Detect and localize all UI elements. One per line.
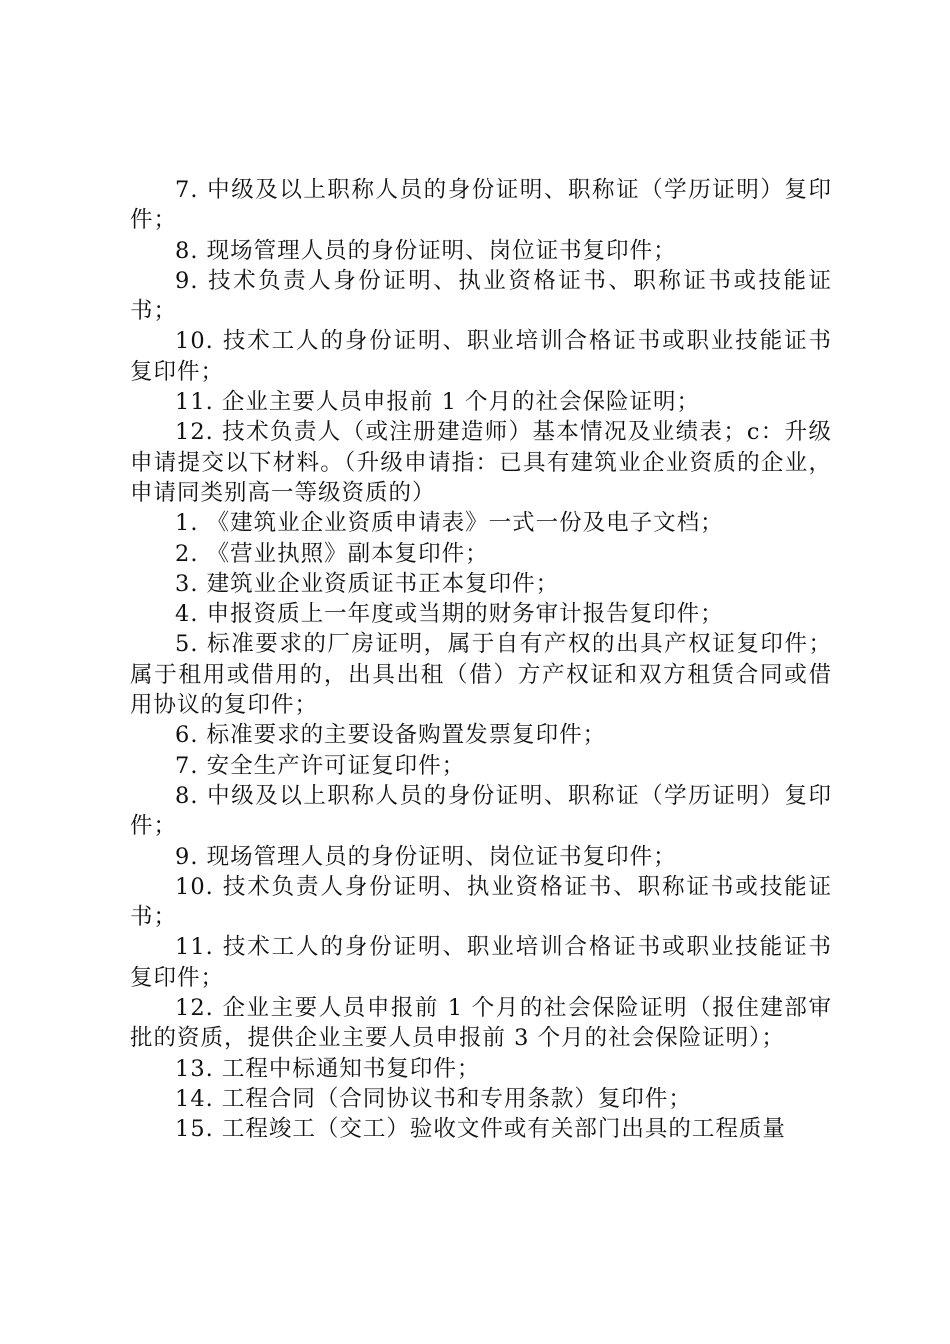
paragraph-safety-license: 7. 安全生产许可证复印件；: [175, 752, 466, 779]
paragraph-project-contract: 14. 工程合同（合同协议书和专用条款）复印件；: [175, 1085, 692, 1112]
paragraph-bid-notice: 13. 工程中标通知书复印件；: [175, 1055, 481, 1082]
paragraph-senior-title-copies: 7. 中级及以上职称人员的身份证明、职称证（学历证明）复印件；: [130, 177, 832, 234]
paragraph-technical-workers: 10. 技术工人的身份证明、职业培训合格证书或职业技能证书复印件；: [130, 328, 832, 385]
paragraph-audit-report: 4. 申报资质上一年度或当期的财务审计报告复印件；: [175, 601, 724, 628]
document-body: [130, 175, 832, 1145]
paragraph-social-insurance: 11. 企业主要人员申报前 1 个月的社会保险证明；: [175, 389, 701, 416]
paragraph-site-managers: 8. 现场管理人员的身份证明、岗位证书复印件；: [175, 237, 677, 264]
paragraph-completion-acceptance: 15. 工程竣工（交工）验收文件或有关部门出具的工程质量: [175, 1116, 786, 1143]
paragraph-qualification-certificate: 3. 建筑业企业资质证书正本复印件；: [175, 570, 560, 597]
paragraph-factory-proof: 5. 标准要求的厂房证明，属于自有产权的出具产权证复印件；属于租用或借用的，出具出租（借）方产权证和双方租赁合同或借用协议的复印件；: [130, 631, 832, 719]
paragraph-equipment-invoices: 6. 标准要求的主要设备购置发票复印件；: [175, 722, 607, 749]
paragraph-site-managers-2: 9. 现场管理人员的身份证明、岗位证书复印件；: [175, 843, 677, 870]
paragraph-technical-lead-certs: 9. 技术负责人身份证明、执业资格证书、职称证书或技能证书；: [130, 267, 832, 325]
paragraph-senior-title-copies-2: 8. 中级及以上职称人员的身份证明、职称证（学历证明）复印件；: [130, 782, 832, 840]
paragraph-technical-lead-performance: 12. 技术负责人（或注册建造师）基本情况及业绩表；c：升级申请提交以下材料。（升级申请指：已具有建筑业企业资质的企业，申请同类别高一等级资质的）: [130, 419, 832, 506]
paragraph-technical-lead-certs-2: 10. 技术负责人身份证明、执业资格证书、职称证书或技能证书；: [130, 873, 832, 931]
paragraph-business-license: 2. 《营业执照》副本复印件；: [175, 540, 489, 567]
paragraph-application-form: 1. 《建筑业企业资质申请表》一式一份及电子文档；: [175, 510, 724, 537]
paragraph-social-insurance-2: 12. 企业主要人员申报前 1 个月的社会保险证明（报住建部审批的资质，提供企业主要人员申报前 3 个月的社会保险证明）；: [130, 995, 832, 1052]
paragraph-technical-workers-2: 11. 技术工人的身份证明、职业培训合格证书或职业技能证书复印件；: [130, 934, 832, 991]
